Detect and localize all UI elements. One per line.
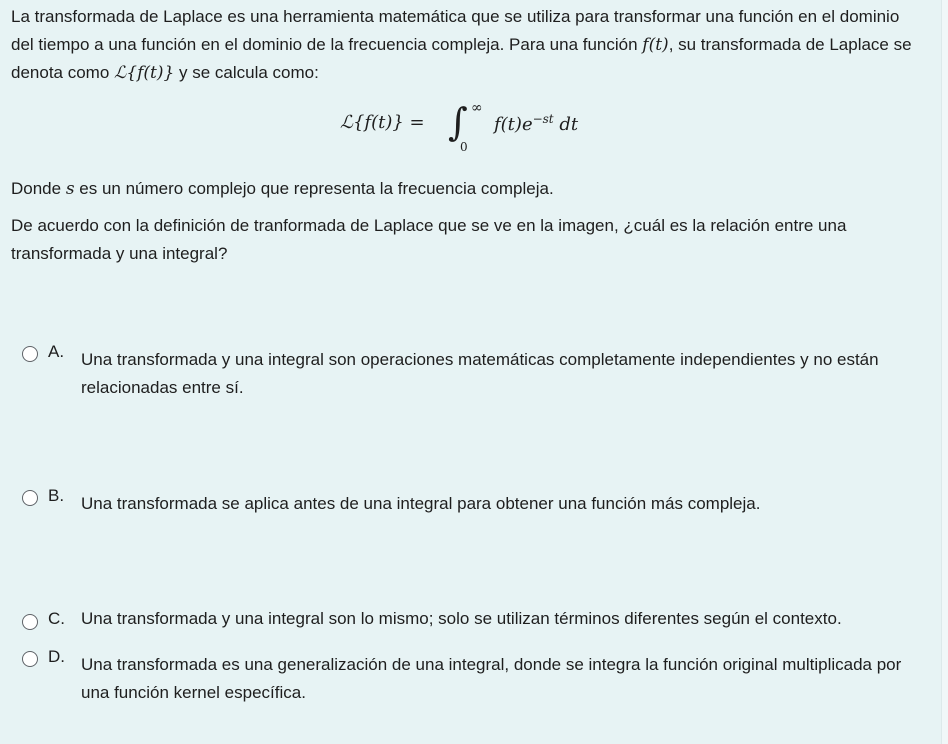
formula-integrand xyxy=(494,112,578,135)
question-intro xyxy=(11,3,926,87)
where-text-2: es un número complejo que representa la frecuencia compleja. xyxy=(74,179,554,198)
option-c-text: Una transformada y una integral son lo mismo; solo se utilizan términos diferentes según el contexto. xyxy=(81,609,842,628)
where-text-1: Donde xyxy=(11,179,66,198)
radio-c[interactable] xyxy=(22,614,38,630)
definition-s xyxy=(11,175,926,203)
option-b-letter: B. xyxy=(48,486,65,505)
option-c-letter: C. xyxy=(48,609,65,628)
radio-a[interactable] xyxy=(22,346,38,362)
math-laplace-ft: ℒ{f(t)} xyxy=(114,63,175,83)
scroll-edge xyxy=(941,0,948,744)
intro-text-2: , su transformada de Laplace se denota como xyxy=(11,35,912,82)
integral-lower-limit: 0 xyxy=(460,140,468,154)
integral-upper-limit: ∞ xyxy=(471,100,483,116)
math-ft: f(t) xyxy=(642,35,669,55)
integrand-dt: dt xyxy=(553,114,579,135)
formula-lhs: ℒ{f(t)} = xyxy=(340,112,425,133)
option-a-letter: A. xyxy=(48,342,65,361)
math-s: s xyxy=(65,179,75,199)
laplace-formula xyxy=(340,100,620,164)
option-b-text: Una transformada se aplica antes de una integral para obtener una función más compleja. xyxy=(81,494,761,513)
option-d-letter: D. xyxy=(48,647,65,666)
intro-text-3: y se calcula como: xyxy=(174,63,319,82)
question-prompt: De acuerdo con la definición de tranformada de Laplace que se ve en la imagen, ¿cuál es la relación entre una transformada y una integral? xyxy=(11,216,847,263)
radio-d[interactable] xyxy=(22,651,38,667)
integrand-exponent: −st xyxy=(532,112,554,126)
intro-text-1: La transformada de Laplace es una herramienta matemática que se utiliza para transformar una función en el dominio del tiempo a una función en el dominio de la frecuencia compleja. Para una función xyxy=(11,7,900,54)
option-a-text: Una transformada y una integral son operaciones matemáticas completamente independientes y no están relacionadas entre sí. xyxy=(81,350,879,397)
integrand-text: f(t)e xyxy=(494,114,533,135)
integral-sign: ∫ xyxy=(448,100,468,144)
option-d-text: Una transformada es una generalización de una integral, donde se integra la función original multiplicada por una función kernel específica. xyxy=(81,655,902,702)
radio-b[interactable] xyxy=(22,490,38,506)
